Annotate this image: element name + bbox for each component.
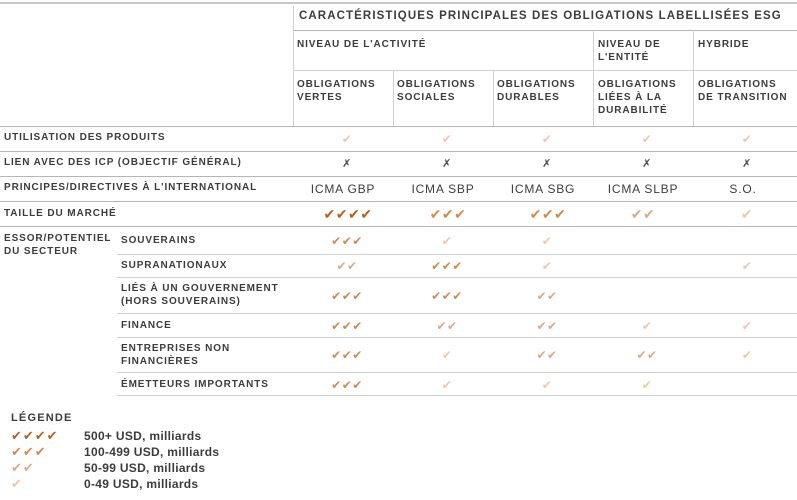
header-sep — [593, 30, 594, 126]
legend-text-4: 500+ USD, milliards — [84, 429, 202, 443]
cell-utilisation-liees: ✔ — [641, 132, 653, 146]
row-label-taille: TAILLE DU MARCHÉ — [4, 208, 117, 219]
cell-souverains-durables: ✔ — [541, 234, 553, 248]
cell-utilisation-durables: ✔ — [541, 132, 553, 146]
cell-emetteurs-durables: ✔ — [541, 378, 553, 392]
group-hybride: HYBRIDE — [698, 39, 750, 50]
cell-principes-durables: ICMA SBG — [510, 182, 576, 196]
sector-label-supranationaux: SUPRANATIONAUX — [121, 260, 228, 271]
cell-taille-sociales: ✔✔✔ — [429, 206, 467, 222]
cell-souverains-sociales: ✔ — [441, 234, 453, 248]
col-header-durables: OBLIGATIONS DURABLES — [497, 79, 576, 103]
row-rule — [0, 176, 797, 177]
row-rule — [117, 372, 797, 373]
row-label-utilisation: UTILISATION DES PRODUITS — [4, 132, 166, 143]
sector-label-finance: FINANCE — [121, 320, 172, 331]
cell-gouvernement-vertes: ✔✔✔ — [331, 289, 363, 303]
cell-taille-durables: ✔✔✔ — [529, 206, 567, 222]
row-rule — [0, 126, 797, 127]
sector-label-entreprises: ENTREPRISES NON FINANCIÈRES — [121, 343, 231, 367]
col-header-sociales: OBLIGATIONS SOCIALES — [397, 79, 476, 103]
legend-marks-4: ✔✔✔✔ — [11, 428, 59, 443]
cell-taille-liees: ✔✔ — [630, 206, 656, 222]
header-sep — [693, 30, 694, 126]
row-rule — [0, 201, 797, 202]
legend-text-3: 100-499 USD, milliards — [84, 445, 220, 459]
group-rule — [293, 70, 797, 71]
legend-text-1: 0-49 USD, milliards — [84, 477, 199, 491]
cell-emetteurs-sociales: ✔ — [441, 378, 453, 392]
cell-principes-sociales: ICMA SBP — [411, 182, 475, 196]
cell-utilisation-transition: ✔ — [741, 132, 753, 146]
cell-entreprises-vertes: ✔✔✔ — [331, 348, 363, 362]
cell-finance-vertes: ✔✔✔ — [331, 319, 363, 333]
cell-lien-liees: ✗ — [642, 158, 652, 170]
cell-principes-liees: ICMA SLBP — [607, 182, 679, 196]
cell-supranationaux-transition: ✔ — [741, 259, 753, 273]
cell-souverains-vertes: ✔✔✔ — [331, 234, 363, 248]
sector-label-souverains: SOUVERAINS — [121, 235, 197, 246]
title-rule — [293, 30, 797, 31]
cell-supranationaux-durables: ✔ — [541, 259, 553, 273]
group-entite: NIVEAU DE L'ENTITÉ — [598, 39, 661, 63]
table-title: CARACTÉRISTIQUES PRINCIPALES DES OBLIGATIONS LABELLISÉES ESG — [299, 10, 782, 22]
row-label-principes: PRINCIPES/DIRECTIVES À L'INTERNATIONAL — [4, 182, 258, 193]
cell-lien-sociales: ✗ — [442, 158, 452, 170]
cell-lien-durables: ✗ — [542, 158, 552, 170]
cell-gouvernement-durables: ✔✔ — [536, 289, 558, 303]
cell-gouvernement-sociales: ✔✔✔ — [431, 289, 463, 303]
cell-emetteurs-vertes: ✔✔✔ — [331, 378, 363, 392]
col-header-transition: OBLIGATIONS DE TRANSITION — [698, 79, 788, 103]
cell-finance-liees: ✔ — [641, 319, 653, 333]
cell-supranationaux-vertes: ✔✔ — [336, 259, 358, 273]
legend-text-2: 50-99 USD, milliards — [84, 461, 206, 475]
cell-supranationaux-sociales: ✔✔✔ — [431, 259, 463, 273]
cell-entreprises-transition: ✔ — [741, 348, 753, 362]
cell-utilisation-sociales: ✔ — [441, 132, 453, 146]
cell-taille-transition: ✔ — [740, 206, 754, 222]
cell-lien-transition: ✗ — [742, 158, 752, 170]
legend-marks-1: ✔ — [11, 476, 23, 491]
cell-emetteurs-liees: ✔ — [641, 378, 653, 392]
cell-taille-vertes: ✔✔✔✔ — [323, 206, 373, 222]
cell-principes-vertes: ICMA GBP — [310, 182, 376, 196]
header-sep — [493, 70, 494, 126]
legend-title: LÉGENDE — [11, 412, 73, 424]
header-sep — [293, 6, 294, 126]
cell-entreprises-liees: ✔✔ — [636, 348, 658, 362]
cell-lien-vertes: ✗ — [342, 158, 352, 170]
cell-entreprises-durables: ✔✔ — [536, 348, 558, 362]
group-activite: NIVEAU DE L'ACTIVITÉ — [297, 39, 427, 50]
sector-label: ESSOR/POTENTIEL DU SECTEUR — [4, 233, 112, 257]
legend-marks-2: ✔✔ — [11, 460, 35, 475]
cell-utilisation-vertes: ✔ — [341, 132, 353, 146]
sector-label-emetteurs: ÉMETTEURS IMPORTANTS — [121, 379, 269, 390]
row-rule — [117, 277, 797, 278]
row-rule — [117, 313, 797, 314]
col-header-vertes: OBLIGATIONS VERTES — [297, 79, 376, 103]
cell-principes-transition: S.O. — [729, 182, 757, 196]
row-label-lien: LIEN AVEC DES ICP (OBJECTIF GÉNÉRAL) — [4, 157, 242, 168]
row-rule — [117, 337, 797, 338]
row-rule — [117, 254, 797, 255]
legend-marks-3: ✔✔✔ — [11, 444, 47, 459]
row-rule — [117, 395, 797, 396]
col-header-liees: OBLIGATIONS LIÉES À LA DURABILITÉ — [598, 79, 677, 116]
row-rule — [0, 226, 797, 227]
sector-label-gouvernement: LIÉS À UN GOUVERNEMENT (HORS SOUVERAINS) — [121, 283, 279, 307]
top-rule — [0, 2, 797, 4]
cell-finance-sociales: ✔✔ — [436, 319, 458, 333]
cell-finance-durables: ✔✔ — [536, 319, 558, 333]
header-sep — [393, 70, 394, 126]
cell-entreprises-sociales: ✔ — [441, 348, 453, 362]
cell-finance-transition: ✔ — [741, 319, 753, 333]
row-rule — [0, 151, 797, 152]
